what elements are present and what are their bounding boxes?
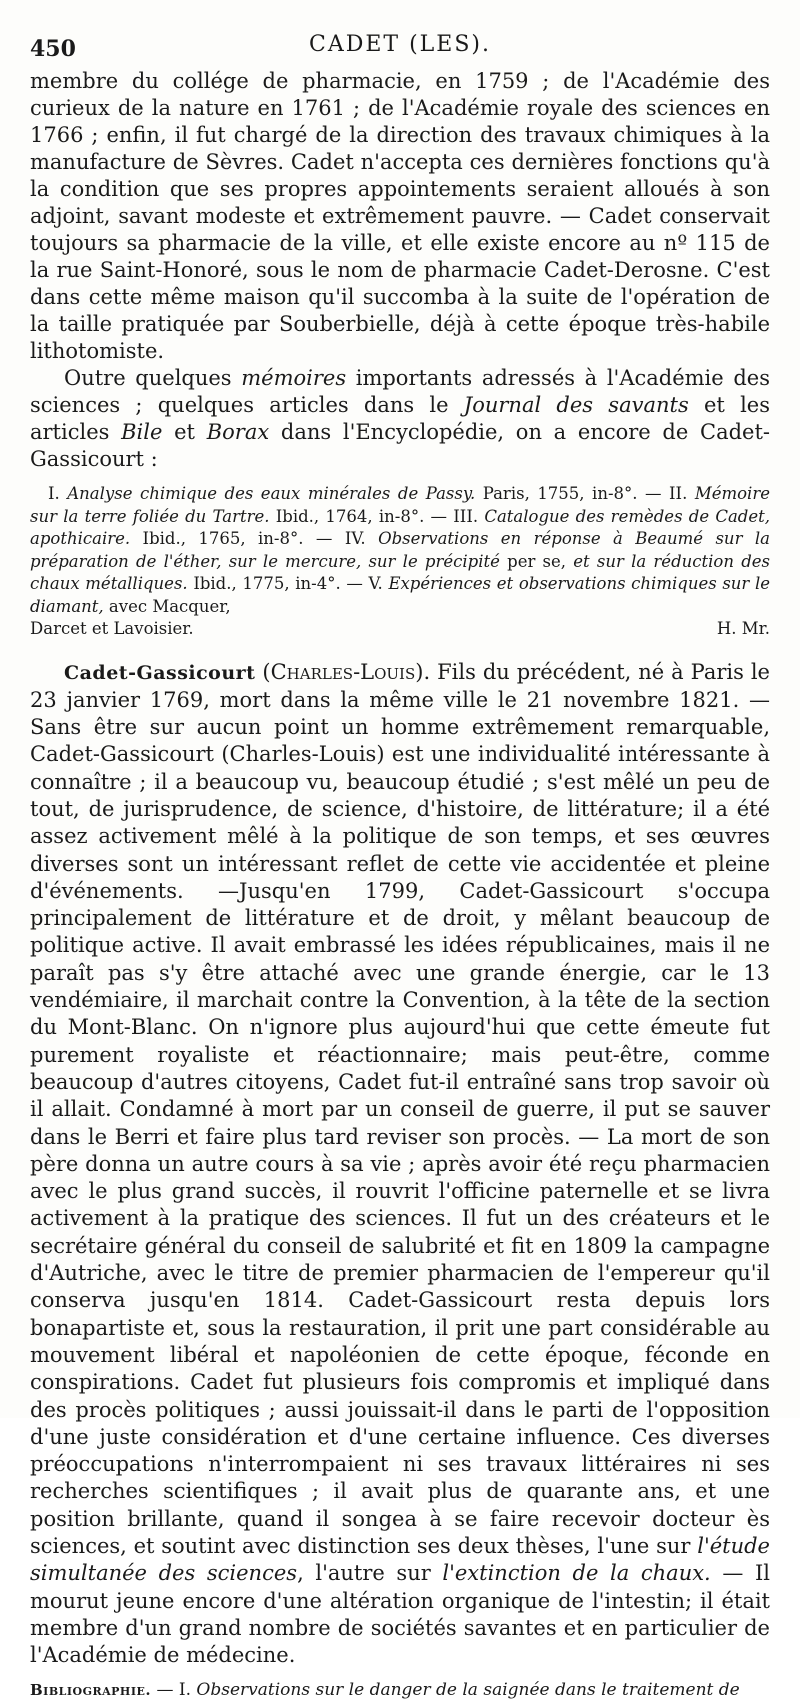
text-run: et (162, 420, 207, 444)
italic-run: mémoires (241, 366, 347, 390)
page-number: 450 (30, 36, 76, 62)
page-body (30, 68, 770, 1702)
page-header (30, 30, 770, 62)
text-run: Ibid., 1764, in-8°. — III. (269, 506, 485, 526)
author-initials: H. Mr. (716, 619, 770, 638)
italic-run: Borax (206, 420, 270, 444)
work-title: et sur la réduction des chaux métalliques. (30, 551, 770, 593)
text-run: avec Macquer, (103, 596, 231, 616)
entry-separator (30, 641, 770, 659)
entry-cadet-gassicourt (30, 659, 770, 1670)
entry-given-names: (Charles-Louis). (262, 659, 431, 684)
text-run: per se, (499, 551, 574, 571)
entry-text: — Il mourut jeune encore d'une altération organique de l'intestin; il était membre d'un grand nombre de sociétés savantes et en particulier de l'Académie de médecine. (30, 1561, 770, 1668)
work-title: Catalogue des remèdes de Cadet, apothicaire. (30, 506, 771, 548)
thesis-title: l'extinction de la chaux. (442, 1561, 711, 1586)
text-run: dans l'Encyclopédie, on a encore de Cadet-Gassicourt : (30, 420, 771, 471)
entry-text: Fils du précédent, né à Paris le 23 janvier 1769, mort dans la même ville le 21 novembre 1821. — Sans être sur aucun point un homme extrêmement remarquable, Cadet-Gassicourt (Charles-Louis) est une individualité intéressante à connaître ; il a beaucoup vu, beaucoup étudié ; s'est mêlé un peu de tout, de jurisprudence, de science, d'histoire, de littérature; il a été assez activement mêlé à la politique de son temps, et ses œuvres diverses sont un intéressant reflet de cette vie accidentée et pleine d'événements. —Jusqu'en 1799, Cadet-Gassicourt s'occupa principalement de littérature et de droit, y mêlant beaucoup de politique active. Il avait embrassé les idées républicaines, mais il ne paraît pas s'y être attaché avec une grande énergie, car le 13 vendémiaire, il marchait contre la Convention, à la tête de la section du Mont-Blanc. On n'ignore plus aujourd'hui que cette émeute fut purement royaliste et réactionnaire; mais peut-être, comme beaucoup d'autres citoyens, Cadet fut-il entraîné sans trop savoir où il allait. Condamné à mort par un conseil de guerre, il put se sauver dans le Berri et faire plus tard reviser son procès. — La mort de son père donna un autre cours à sa vie ; après avoir été reçu pharmacien avec le plus grand succès, il rouvrit l'officine paternelle et se livra activement à la pratique des sciences. Il fut un des créateurs et le secrétaire général du conseil de salubrité et fit en 1809 la campagne d'Autriche, avec le titre de premier pharmacien de l'empereur qu'il conserva jusqu'en 1814. Cadet-Gassicourt resta depuis lors bonapartiste et, sous la restauration, il prit une part considérable au mouvement libéral et napoléonien de cette époque, féconde en conspirations. Cadet fut plusieurs fois compromis et impliqué dans des procès politiques ; aussi jouissait-il dans le parti de l'opposition d'une juste considération et d'une certaine influence. Ces diverses préoccupations n'interrompaient ni ses travaux littéraires ni ses recherches scientifiques ; il avait plus de quarante ans, et une position brillante, quand il songea à se faire recevoir docteur ès sciences, et soutint avec distinction ses deux thèses, l'une sur (30, 659, 770, 1558)
bibliography-label: Bibliographie. (30, 1681, 152, 1700)
text-run: et les articles (30, 393, 771, 444)
thesis-title: l'étude simultanée des sciences (30, 1534, 770, 1586)
entry-headword: Cadet-Gassicourt (64, 661, 256, 684)
text-run: Paris, 1755, in-8°. — II. (475, 484, 695, 503)
running-head: CADET (LES). (309, 32, 491, 57)
italic-run: Bile (121, 420, 163, 444)
entry-signature (30, 618, 770, 641)
paragraph-works-intro (30, 365, 770, 473)
work-title: Observations en réponse à Beaumé sur la préparation de l'éther, sur le mercure, sur le précipité (30, 529, 770, 571)
work-title: Expériences et observations chimiques sur le diamant, (30, 574, 770, 616)
entry-text: , l'autre sur (297, 1561, 443, 1586)
text-run: I. (48, 484, 68, 503)
work-title: Mémoire sur la terre foliée du Tartre. (30, 484, 770, 526)
coauthors-line: Darcet et Lavoisier. (30, 619, 194, 638)
text-run: — I. (151, 1680, 197, 1701)
text-run: importants adressés à l'Académie des sciences ; quelques articles dans le (30, 366, 770, 417)
work-title: Analyse chimique des eaux minérales de Passy. (67, 484, 476, 503)
work-title: Observations sur le danger de la saignée dans le traitement de (196, 1680, 740, 1701)
text-run: Ibid., 1765, in-8°. — IV. (130, 529, 379, 548)
paragraph-continuation: membre du collége de pharmacie, en 1759 ; de l'Académie des curieux de la nature en 1761 ; de l'Académie royale des sciences en 1766 ; enfin, il fut chargé de la direction des travaux chimiques à la manufacture de Sèvres. Cadet n'accepta ces dernières fonctions qu'à la condition que ses propres appointements seraient alloués à son adjoint, savant modeste et extrêmement pauvre. — Cadet conservait toujours sa pharmacie de la ville, et elle existe encore au nº 115 de la rue Saint-Honoré, sous le nom de pharmacie Cadet-Derosne. C'est dans cette même maison qu'il succomba à la suite de l'opération de la taille pratiquée par Souberbielle, déjà à cette époque très-habile lithotomiste. (30, 69, 770, 363)
bibliography-section (30, 1679, 770, 1702)
text-run: Outre quelques (64, 366, 242, 390)
italic-run: Journal des savants (463, 393, 689, 417)
text-run: Ibid., 1775, in-4°. — V. (187, 574, 389, 593)
bibliography-list (30, 483, 770, 618)
